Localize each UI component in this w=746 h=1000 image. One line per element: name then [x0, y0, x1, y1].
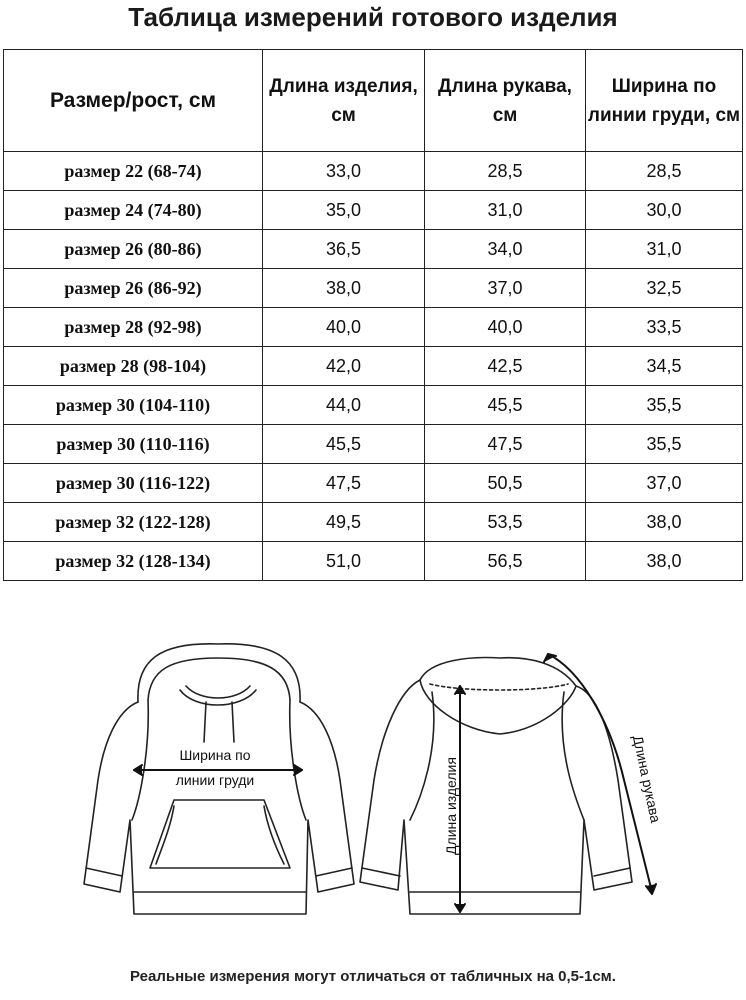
- size-cell: размер 22 (68-74): [4, 152, 263, 191]
- size-cell: размер 24 (74-80): [4, 191, 263, 230]
- sleeve-cell: 45,5: [425, 386, 586, 425]
- length-cell: 40,0: [263, 308, 425, 347]
- length-cell: 44,0: [263, 386, 425, 425]
- chest-cell: 28,5: [586, 152, 743, 191]
- header-length: Длина изделия, см: [263, 50, 425, 152]
- table-row: [4, 191, 743, 230]
- table-row: [4, 425, 743, 464]
- size-cell: размер 32 (128-134): [4, 542, 263, 581]
- hoodie-diagram: [0, 630, 746, 960]
- chest-cell: 37,0: [586, 464, 743, 503]
- chest-cell: 32,5: [586, 269, 743, 308]
- length-cell: 36,5: [263, 230, 425, 269]
- table-row: [4, 542, 743, 581]
- footnote: Реальные измерения могут отличаться от табличных на 0,5-1см.: [130, 968, 616, 985]
- length-cell: 51,0: [263, 542, 425, 581]
- page-title: Таблица измерений готового изделия: [128, 2, 618, 32]
- sleeve-length-label: Длина рукава: [629, 733, 664, 825]
- chest-label-line1: Ширина по: [179, 747, 251, 763]
- length-cell: 38,0: [263, 269, 425, 308]
- sleeve-cell: 31,0: [425, 191, 586, 230]
- sleeve-cell: 37,0: [425, 269, 586, 308]
- length-cell: 35,0: [263, 191, 425, 230]
- size-cell: размер 32 (122-128): [4, 503, 263, 542]
- sleeve-cell: 34,0: [425, 230, 586, 269]
- sleeve-cell: 50,5: [425, 464, 586, 503]
- table-row: [4, 152, 743, 191]
- sleeve-cell: 53,5: [425, 503, 586, 542]
- length-cell: 42,0: [263, 347, 425, 386]
- chest-label-line2: линии груди: [175, 772, 255, 788]
- length-cell: 49,5: [263, 503, 425, 542]
- header-chest: Ширина по линии груди, см: [586, 50, 743, 152]
- sleeve-cell: 28,5: [425, 152, 586, 191]
- size-cell: размер 26 (86-92): [4, 269, 263, 308]
- chest-cell: 34,5: [586, 347, 743, 386]
- size-cell: размер 26 (80-86): [4, 230, 263, 269]
- header-sleeve: Длина рукава, см: [425, 50, 586, 152]
- length-cell: 33,0: [263, 152, 425, 191]
- size-cell: размер 28 (98-104): [4, 347, 263, 386]
- sleeve-cell: 40,0: [425, 308, 586, 347]
- table-row: [4, 386, 743, 425]
- table-row: [4, 269, 743, 308]
- sleeve-cell: 47,5: [425, 425, 586, 464]
- size-table: [3, 49, 743, 581]
- size-cell: размер 30 (116-122): [4, 464, 263, 503]
- table-header-row: [4, 50, 743, 152]
- chest-cell: 35,5: [586, 386, 743, 425]
- length-cell: 45,5: [263, 425, 425, 464]
- chest-cell: 33,5: [586, 308, 743, 347]
- table-row: [4, 464, 743, 503]
- sleeve-cell: 56,5: [425, 542, 586, 581]
- chest-cell: 38,0: [586, 503, 743, 542]
- length-cell: 47,5: [263, 464, 425, 503]
- chest-cell: 31,0: [586, 230, 743, 269]
- chest-cell: 30,0: [586, 191, 743, 230]
- header-size: Размер/рост, см: [4, 50, 263, 152]
- size-cell: размер 30 (104-110): [4, 386, 263, 425]
- table-row: [4, 347, 743, 386]
- chest-cell: 35,5: [586, 425, 743, 464]
- hoodie-back-drawing: [360, 658, 632, 914]
- sleeve-cell: 42,5: [425, 347, 586, 386]
- size-cell: размер 28 (92-98): [4, 308, 263, 347]
- back-length-label: Длина изделия: [443, 757, 459, 855]
- table-row: [4, 503, 743, 542]
- chest-cell: 38,0: [586, 542, 743, 581]
- size-cell: размер 30 (110-116): [4, 425, 263, 464]
- table-row: [4, 230, 743, 269]
- table-row: [4, 308, 743, 347]
